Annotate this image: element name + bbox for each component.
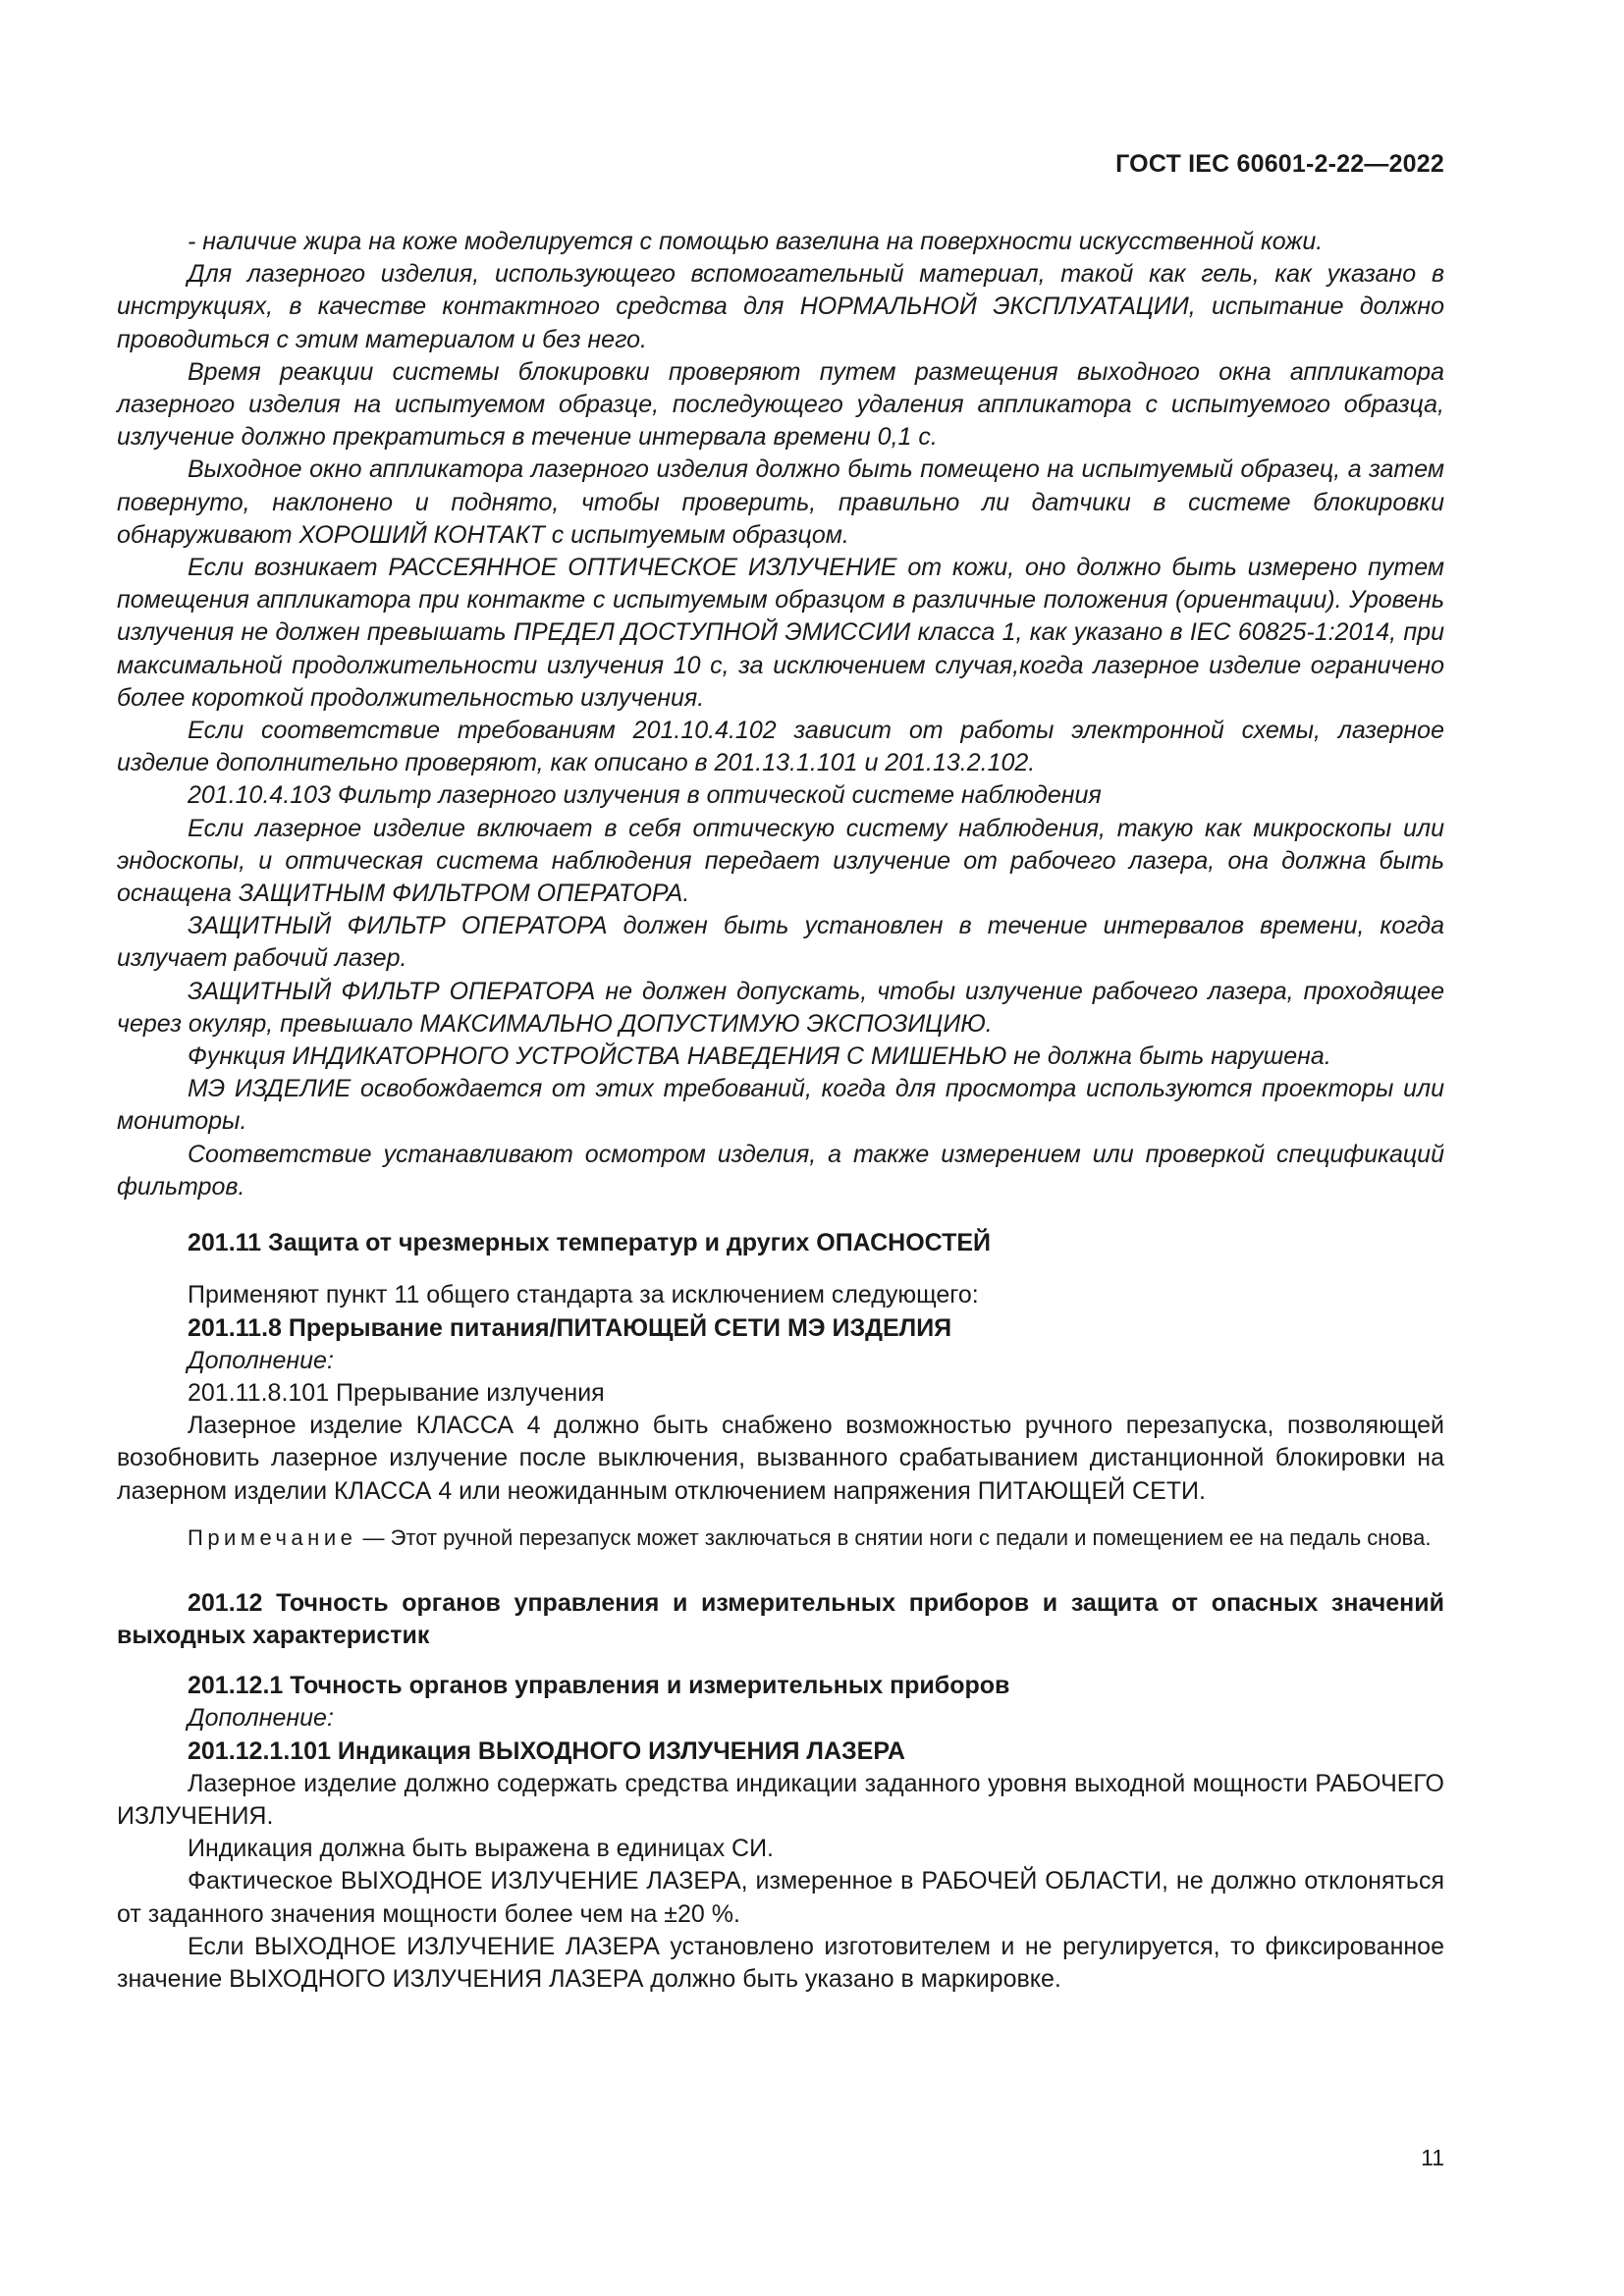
paragraph: Выходное окно аппликатора лазерного изделия должно быть помещено на испытуемый образец, а затем повернуто, наклонено и поднято, чтобы проверить, правильно ли датчики в системе блокировки обнаруживают ХОРОШИЙ КОНТАКТ с испытуемым образцом.	[117, 455, 1444, 549]
paragraph: Время реакции системы блокировки проверяют путем размещения выходного окна аппликатора лазерного изделия на испытуемом образце, последующего удаления аппликатора с испытуемого образца, излучение должно прекратиться в течение интервала времени 0,1 с.	[117, 357, 1444, 452]
amendment-label: Дополнение:	[188, 1704, 334, 1733]
section-heading: 201.12 Точность органов управления и измерительных приборов и защита от опасных значений выходных характеристик	[117, 1588, 1444, 1649]
paragraph: Функция ИНДИКАТОРНОГО УСТРОЙСТВА НАВЕДЕНИЯ С МИШЕНЬЮ не должна быть нарушена.	[188, 1042, 1331, 1071]
paragraph: Если соответствие требованиям 201.10.4.102 зависит от работы электронной схемы, лазерное изделие дополнительно проверяют, как описано в 201.13.1.101 и 201.13.2.102.	[117, 717, 1444, 777]
paragraph: Если ВЫХОДНОЕ ИЗЛУЧЕНИЕ ЛАЗЕРА установлено изготовителем и не регулируется, то фиксированное значение ВЫХОДНОГО ИЗЛУЧЕНИЯ ЛАЗЕРА должно быть указано в маркировке.	[117, 1932, 1444, 1993]
subsection-heading: 201.12.1 Точность органов управления и измерительных приборов	[188, 1672, 1010, 1700]
document-header: ГОСТ IEC 60601-2-22—2022	[1115, 150, 1444, 178]
subclause-title: 201.11.8.101 Прерывание излучения	[188, 1378, 605, 1407]
paragraph: Если возникает РАССЕЯННОЕ ОПТИЧЕСКОЕ ИЗЛУЧЕНИЕ от кожи, оно должно быть измерено путем помещения аппликатора при контакте с испытуемым образцом в различные положения (ориентации). Уровень излучения не должен превышать ПРЕДЕЛ ДОСТУПНОЙ ЭМИССИИ класса 1, как указано в IEC 60825-1:2014, при максимальной продолжительности излучения 10 с, за исключением случая,когда лазерное изделие ограничено более короткой продолжительностью излучения.	[117, 554, 1444, 712]
paragraph: Фактическое ВЫХОДНОЕ ИЗЛУЧЕНИЕ ЛАЗЕРА, измеренное в РАБОЧЕЙ ОБЛАСТИ, не должно отклоняться от заданного значения мощности более чем на ±20 %.	[117, 1867, 1444, 1928]
paragraph: Если лазерное изделие включает в себя оптическую систему наблюдения, такую как микроскопы или эндоскопы, и оптическая система наблюдения передает излучение от рабочего лазера, она должна быть оснащена ЗАЩИТНЫМ ФИЛЬТРОМ ОПЕРАТОРА.	[117, 814, 1444, 908]
paragraph: Индикация должна быть выражена в единицах СИ.	[188, 1835, 774, 1863]
document-body	[117, 226, 1444, 1996]
paragraph: Лазерное изделие должно содержать средства индикации заданного уровня выходной мощности РАБОЧЕГО ИЗЛУЧЕНИЯ.	[117, 1769, 1444, 1830]
note-text: Этот ручной перезапуск может заключаться в снятии ноги с педали и помещением ее на педаль снова.	[390, 1524, 1432, 1550]
paragraph: Применяют пункт 11 общего стандарта за исключением следующего:	[188, 1281, 979, 1309]
section-heading: 201.11 Защита от чрезмерных температур и других ОПАСНОСТЕЙ	[188, 1229, 992, 1257]
note	[117, 1522, 1444, 1554]
paragraph: ЗАЩИТНЫЙ ФИЛЬТР ОПЕРАТОРА не должен допускать, чтобы излучение рабочего лазера, проходящее через окуляр, превышало МАКСИМАЛЬНО ДОПУСТИМУЮ ЭКСПОЗИЦИЮ.	[117, 977, 1444, 1038]
paragraph: Для лазерного изделия, использующего вспомогательный материал, такой как гель, как указано в инструкциях, в качестве контактного средства для НОРМАЛЬНОЙ ЭКСПЛУАТАЦИИ, испытание должно проводиться с этим материалом и без него.	[117, 260, 1444, 353]
paragraph: Лазерное изделие КЛАССА 4 должно быть снабжено возможностью ручного перезапуска, позволяющей возобновить лазерное излучение после выключения, вызванного срабатыванием дистанционной блокировки на лазерном изделии КЛАССА 4 или неожиданным отключением напряжения ПИТАЮЩЕЙ СЕТИ.	[117, 1412, 1444, 1505]
page-number: 11	[1421, 2145, 1444, 2170]
paragraph: МЭ ИЗДЕЛИЕ освобождается от этих требований, когда для просмотра используются проекторы или мониторы.	[117, 1075, 1444, 1136]
note-label: Примечание	[188, 1524, 357, 1550]
subsection-heading: 201.11.8 Прерывание питания/ПИТАЮЩЕЙ СЕТИ МЭ ИЗДЕЛИЯ	[188, 1313, 952, 1342]
note-dash: —	[362, 1524, 385, 1550]
paragraph: Соответствие устанавливают осмотром изделия, а также измерением или проверкой спецификаций фильтров.	[117, 1140, 1444, 1201]
subclause-title: 201.10.4.103 Фильтр лазерного излучения в оптической системе наблюдения	[188, 781, 1102, 810]
paragraph: - наличие жира на коже моделируется с помощью вазелина на поверхности искусственной кожи.	[188, 228, 1324, 255]
amendment-label: Дополнение:	[188, 1346, 334, 1374]
subclause-heading: 201.12.1.101 Индикация ВЫХОДНОГО ИЗЛУЧЕНИЯ ЛАЗЕРА	[188, 1736, 905, 1765]
paragraph: ЗАЩИТНЫЙ ФИЛЬТР ОПЕРАТОРА должен быть установлен в течение интервалов времени, когда излучает рабочий лазер.	[117, 912, 1444, 973]
